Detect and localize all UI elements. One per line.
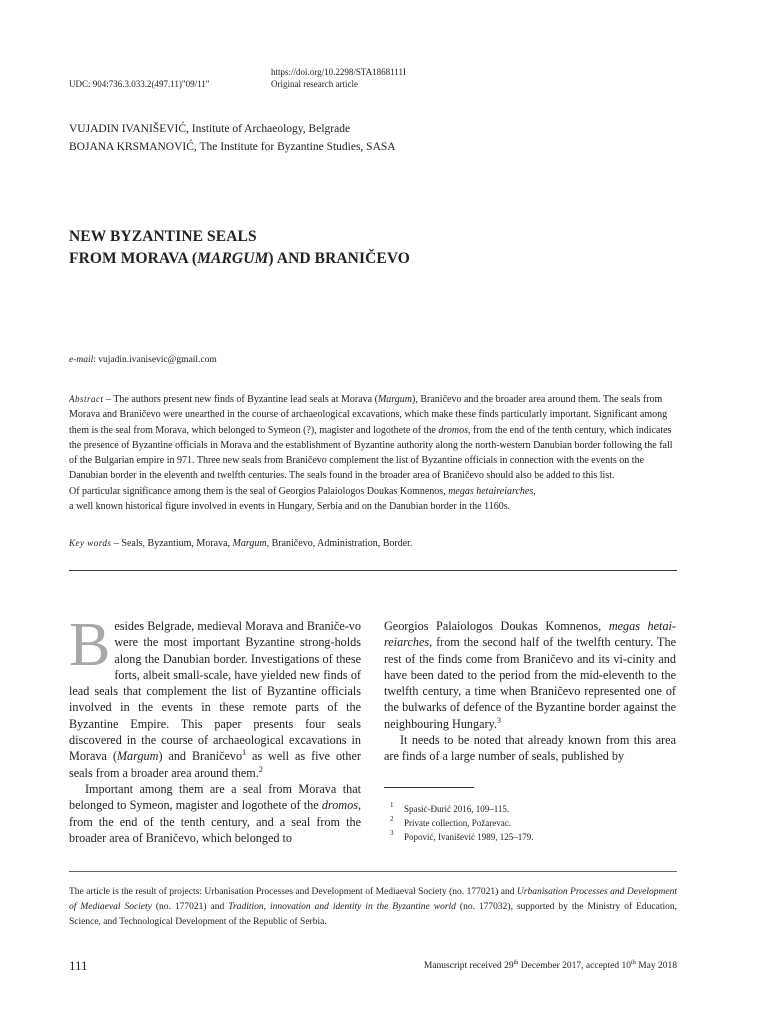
funding-divider: [69, 871, 677, 872]
drop-cap: B: [69, 611, 111, 679]
manuscript-dates: Manuscript received 29th December 2017, accepted 10th May 2018: [423, 959, 677, 971]
doi-link[interactable]: https://doi.org/10.2298/STA1868111I: [271, 67, 406, 77]
footnote-2: 2 Private collection, Požarevac.: [390, 815, 511, 828]
page-number: 111: [69, 958, 88, 973]
keywords: Key words – Seals, Byzantium, Morava, Margum, Braničevo, Administration, Border.: [69, 538, 413, 549]
udc-code: UDC: 904:736.3.033.2(497.11)"09/11": [69, 79, 210, 89]
footnote-ref-3[interactable]: 3: [496, 715, 501, 725]
footnote-ref-1[interactable]: 1: [242, 748, 247, 758]
footnote-divider: [384, 787, 474, 788]
body-column-left: [69, 611, 361, 846]
title-line-2: FROM MORAVA (MARGUM) AND BRANIČEVO: [69, 250, 410, 267]
email-value[interactable]: : vujadin.ivanisevic@gmail.com: [93, 355, 217, 365]
body-paragraph: Important among them are a seal from Morava that belonged to Symeon, magister and logothete of the dromos, from the end of the tenth century, and a seal from the broader area of Braničevo, which belonged to: [69, 781, 361, 845]
author-2: BOJANA KRSMANOVIĆ, The Institute for Byzantine Studies, SASA: [69, 141, 396, 153]
funding-note: The article is the result of projects: Urbanisation Processes and Development of Mediaeval Society (no. 177021) and Urbanisation Processes and Development of Mediaeval Society (no. 177021) and Tradition, innovation and identity in the Byzantine world (no. 177032), supported by the Ministry of Education, Science, and Technological Development of the Republic of Serbia.: [69, 887, 677, 927]
body-paragraph: Besides Belgrade, medieval Morava and Braniče-vo were the most important Byzantine strong-holds along the Danubian border. Investigations of these forts, albeit small-scale, have yielded new finds of lead seals that complement the list of Byzantine officials involved in the events in these remote parts of the Byzantine Empire. This paper presents four seals discovered in the course of archaeological excavations in Morava (Margum) and Braničevo$^1$ as well as five other seals from a broader area around them.$^2$: [69, 611, 361, 780]
footnote-3: 3 Popović, Ivanišević 1989, 125–179.: [390, 829, 534, 842]
author-email: [69, 355, 217, 365]
paper-title: [69, 226, 410, 270]
title-line-1: NEW BYZANTINE SEALS: [69, 228, 257, 245]
abstract-label: Abstract: [69, 394, 104, 404]
footnote-1: 1 Spasić-Đurić 2016, 109–115.: [390, 801, 510, 814]
article-type: Original research article: [271, 79, 358, 89]
author-1: VUJADIN IVANIŠEVIĆ, Institute of Archaeology, Belgrade: [69, 123, 351, 135]
body-paragraph: It needs to be noted that already known from this area are finds of a large number of seals, published by: [384, 733, 676, 764]
body-column-right: [384, 618, 676, 765]
abstract: Abstract – The authors present new finds of Byzantine lead seals at Morava (Margum), Braničevo and the broader area around them. The seals from Morava and Braničevo were unearthed in the course of archaeological excavations, which make these finds particularly important. Significant among them is the seal from Morava, which belonged to Symeon (?), magister and logothete of the dromos, from the end of the tenth century, which indicates the presence of Byzantine officials in Morava and the establishment of Byzantine authority along the north-western Danubian border following the fall of the Bulgarian empire in 971. Three new seals from Braničevo complement the list of Byzantine officials in connection with the events on the Danubian border in the eleventh and twelfth centuries. The seals found in the broader area of Braničevo should also be added to this list. Of particular significance among them is the seal of Georgios Palaiologos Doukas Komnenos, megas hetaireiarches, a well known historical figure involved in events in Hungary, Serbia and on the Danubian border in the 1160s.: [69, 394, 673, 513]
email-label: e-mail: [69, 355, 94, 365]
keywords-label: Key words: [69, 538, 112, 548]
section-divider: [69, 570, 677, 571]
body-paragraph: Georgios Palaiologos Doukas Komnenos, megas hetai-reiarches, from the second half of the twelfth century. The rest of the finds come from Braničevo and its vi-cinity and have been dated to the period from the mid-eleventh to the twelfth century, a time when Braničevo represented one of the bulwarks of defence of the Byzantine border against the neighbouring Hungary.$^3$: [384, 619, 676, 731]
footnote-ref-2[interactable]: 2: [258, 764, 263, 774]
